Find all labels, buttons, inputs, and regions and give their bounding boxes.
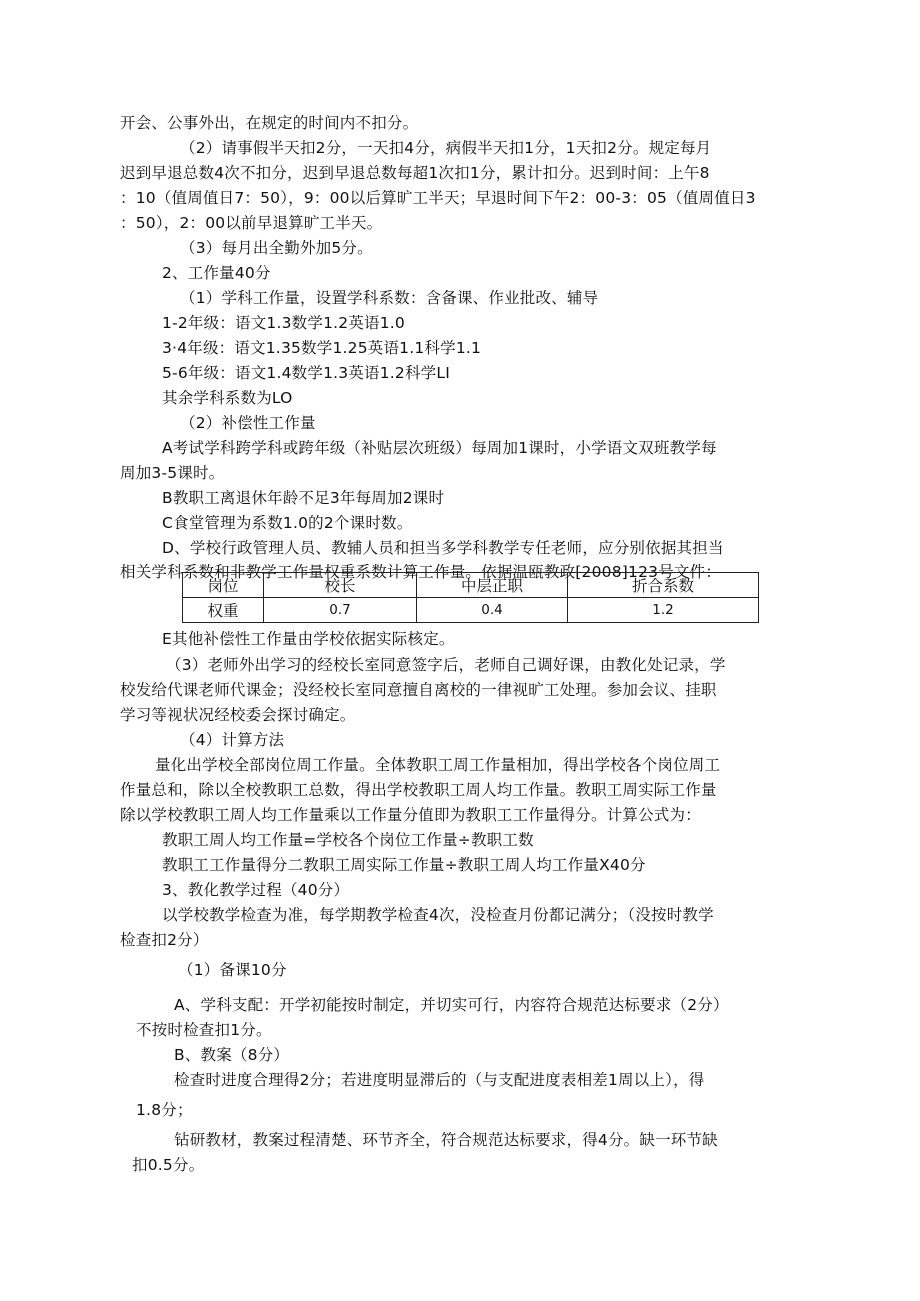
text-line: 钻研教材，教案过程清楚、环节齐全，符合规范达标要求，得4分。缺一环节缺 — [174, 1131, 718, 1149]
table-header-cell: 中层正职 — [417, 573, 568, 598]
text-line: （2）请事假半天扣2分，一天扣4分，病假半天扣1分，1天扣2分。规定每月 — [180, 139, 712, 157]
text-line: 1-2年级：语文1.3数学1.2英语1.0 — [162, 314, 405, 332]
text-line: （3）每月出全勤外加5分。 — [180, 239, 373, 257]
text-line: 检查扣2分） — [120, 931, 209, 949]
text-line: 不按时检查扣1分。 — [136, 1021, 272, 1039]
text-line: 以学校教学检查为准，每学期教学检查4次，没检查月份都记满分；（没按时教学 — [162, 906, 714, 924]
table-cell: 权重 — [183, 598, 264, 623]
text-line: 周加3-5课时。 — [120, 464, 225, 482]
text-line: A考试学科跨学科或跨年级（补贴层次班级）每周加1课时，小学语文双班教学每 — [162, 439, 717, 457]
text-line: 学习等视状况经校委会探讨确定。 — [120, 706, 356, 724]
text-line: 检查时进度合理得2分；若进度明显滞后的（与支配进度表相差1周以上），得 — [174, 1071, 705, 1089]
table-header-cell: 折合系数 — [568, 573, 759, 598]
text-line: 相关学科系数和非教学工作量权重系数计算工作量。依据温瓯教政[2008]123号文件： — [120, 563, 722, 581]
table-cell: 0.4 — [417, 598, 568, 623]
text-line: （1）学科工作量，设置学科系数：含备课、作业批改、辅导 — [180, 289, 599, 307]
table-header-row — [183, 573, 759, 598]
text-line: ：10（值周值日7：50），9：00以后算旷工半天；早退时间下午2：00-3：05（值周值日3 — [120, 189, 756, 207]
text-line: 量化出学校全部岗位周工作量。全体教职工周工作量相加，得出学校各个岗位周工 — [155, 756, 721, 774]
text-line: 1.8分； — [136, 1101, 193, 1119]
text-line: 5-6年级：语文1.4数学1.3英语1.2科学LI — [162, 364, 450, 382]
text-line: （2）补偿性工作量 — [180, 414, 316, 432]
section-heading: 3、教化教学过程（40分） — [162, 881, 350, 899]
text-line: （3）老师外出学习的经校长室同意签字后，老师自己调好课，由教化处记录，学 — [166, 656, 726, 674]
text-line: B、教案（8分） — [174, 1046, 290, 1064]
text-line: （1）备课10分 — [178, 961, 287, 979]
text-line: C食堂管理为系数1.0的2个课时数。 — [162, 514, 413, 532]
text-line: 迟到早退总数4次不扣分，迟到早退总数每超1次扣1分，累计扣分。迟到时间：上午8 — [120, 164, 710, 182]
text-line: 作量总和，除以全校教职工总数，得出学校教职工周人均工作量。教职工周实际工作量 — [120, 781, 717, 799]
section-heading: 2、工作量40分 — [162, 264, 271, 282]
text-line: A、学科支配：开学初能按时制定，并切实可行，内容符合规范达标要求（2分） — [174, 996, 729, 1014]
table-cell: 0.7 — [264, 598, 417, 623]
weight-table — [182, 572, 759, 623]
text-line: 3·4年级：语文1.35数学1.25英语1.1科学1.1 — [162, 339, 482, 357]
text-line: D、学校行政管理人员、教辅人员和担当多学科教学专任老师，应分别依据其担当 — [162, 539, 724, 557]
text-line: 扣0.5分。 — [132, 1156, 205, 1174]
table-cell: 1.2 — [568, 598, 759, 623]
text-line: 校发给代课老师代课金；没经校长室同意擅自离校的一律视旷工处理。参加会议、挂职 — [120, 681, 717, 699]
table-header-cell: 校长 — [264, 573, 417, 598]
table-row — [183, 598, 759, 623]
text-line: E其他补偿性工作量由学校依据实际核定。 — [162, 630, 455, 648]
text-line: 除以学校教职工周人均工作量乘以工作量分值即为教职工工作量得分。计算公式为： — [120, 806, 701, 824]
text-line: ：50），2：00以前早退算旷工半天。 — [120, 214, 383, 232]
formula-line: 教职工周人均工作量=学校各个岗位工作量÷教职工数 — [162, 831, 534, 849]
text-line: 开会、公事外出，在规定的时间内不扣分。 — [120, 114, 419, 132]
text-line: B教职工离退休年龄不足3年每周加2课时 — [162, 489, 445, 507]
text-line: 其余学科系数为LO — [162, 389, 293, 407]
table-header-cell: 岗位 — [183, 573, 264, 598]
formula-line: 教职工工作量得分二教职工周实际工作量÷教职工周人均工作量X40分 — [162, 856, 646, 874]
text-line: （4）计算方法 — [180, 731, 285, 749]
